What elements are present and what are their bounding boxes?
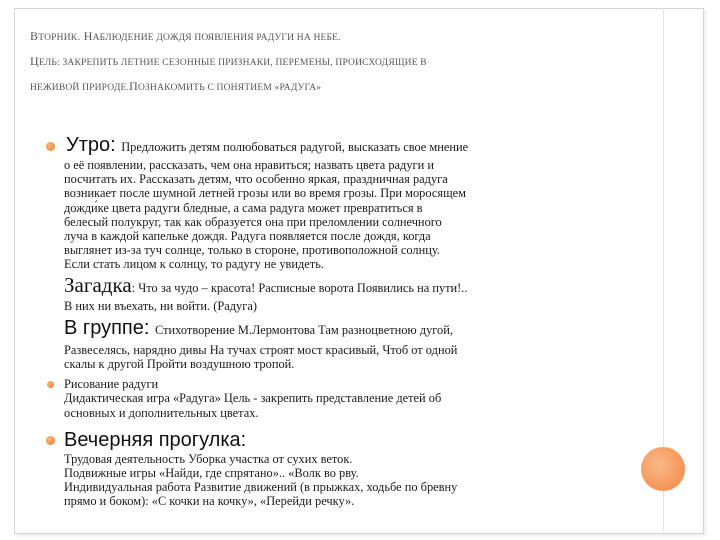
group-heading: В группе: [64, 316, 155, 339]
slide-content [46, 134, 626, 509]
evening-line: прямо и боком): «С кочки на кочку», «Перейди речку». [64, 494, 355, 509]
header-text: ТОРНИК [38, 33, 78, 43]
header-cap: Н [83, 29, 93, 43]
slide-header [30, 25, 630, 100]
riddle-heading: Загадка [64, 272, 132, 297]
riddle-line: В них ни въехать, ни войти. (Радуга) [64, 298, 257, 313]
morning-line: возникает после шумной летней грозы или во время грозы. При моросящем [64, 186, 466, 201]
header-text: НЕЖИВОЙ ПРИРОДЕ. [30, 83, 130, 93]
morning-line: посчитать их. Рассказать детям, что особенно яркая, праздничная радуга [64, 172, 448, 187]
header-text: АБЛЮДЕНИЕ ДОЖДЯ ПОЯВЛЕНИЯ РАДУГИ НА НЕБЕ. [92, 33, 341, 43]
morning-line: дожди́ке цвета радуги бледные, а сама радуга может превратиться в [64, 200, 423, 215]
evening-line: Индивидуальная работа Развитие движений (в прыжках, ходьбе по бревну [64, 480, 458, 495]
header-cap: В [30, 29, 39, 43]
drawing-line: Рисование радуги [64, 377, 159, 392]
header-text: . [77, 29, 84, 43]
header-line-1 [30, 25, 630, 50]
evening-heading: Вечерняя прогулка: [64, 428, 247, 451]
morning-line: белесый полукруг, так как образуется она при преломлении солнечного [64, 214, 442, 229]
group-line: Развеселясь, нарядно дивы На тучах строят мост красивый, Чтоб от одной [64, 342, 458, 357]
header-line-2 [30, 50, 630, 75]
drawing-line: основных и дополнительных цветах. [64, 405, 259, 420]
morning-line: Если стать лицом к солнцу, то радугу не увидеть. [64, 257, 324, 272]
header-text: ОЗНАКОМИТЬ С ПОНЯТИЕМ «РАДУГА» [138, 83, 322, 93]
bullet-icon [47, 381, 54, 388]
bullet-icon [46, 142, 55, 151]
drawing-line: Дидактическая игра «Радуга» Цель - закрепить представление детей об [64, 391, 442, 406]
drawing-section [46, 377, 626, 420]
morning-line: о её появлении, рассказать, чем она нравиться; назвать цвета радуги и [64, 158, 434, 172]
group-line: Стихотворение М.Лермонтова Там разноцветною дугой, [155, 322, 453, 337]
evening-line: Подвижные игры «Найди, где спрятано».. «Волк во рву. [64, 466, 359, 481]
evening-line: Трудовая деятельность Уборка участка от сухих веток. [64, 451, 353, 466]
header-text: ЕЛЬ: ЗАКРЕПИТЬ ЛЕТНИЕ СЕЗОННЫЕ ПРИЗНАКИ, ПЕРЕМЕНЫ, ПРОИСХОДЯЩИЕ В [38, 58, 427, 68]
morning-section [46, 134, 626, 371]
evening-section [46, 428, 626, 509]
header-line-3 [30, 75, 630, 100]
decorative-circle [641, 447, 685, 491]
bullet-icon [46, 436, 55, 445]
morning-line: Предложить детям полюбоваться радугой, высказать свое мнение [121, 140, 469, 154]
morning-heading: Утро: [66, 134, 122, 156]
morning-line: луча в каждой капельке дождя. Радуга появляется после дождя, когда [64, 229, 431, 244]
riddle-colon: : [131, 280, 139, 295]
group-line: скалы к другой Пройти воздушною тропой. [64, 357, 295, 372]
header-cap: П [129, 79, 138, 93]
header-cap: Ц [30, 54, 39, 68]
morning-line: выглянет из-за туч солнце, только в стороне, противоположной солнцу. [64, 243, 440, 258]
riddle-line: Что за чудо – красота! Расписные ворота Появились на пути!.. [138, 280, 468, 295]
side-divider [663, 8, 664, 447]
morning-body [64, 158, 626, 272]
side-divider-lower [663, 491, 664, 532]
